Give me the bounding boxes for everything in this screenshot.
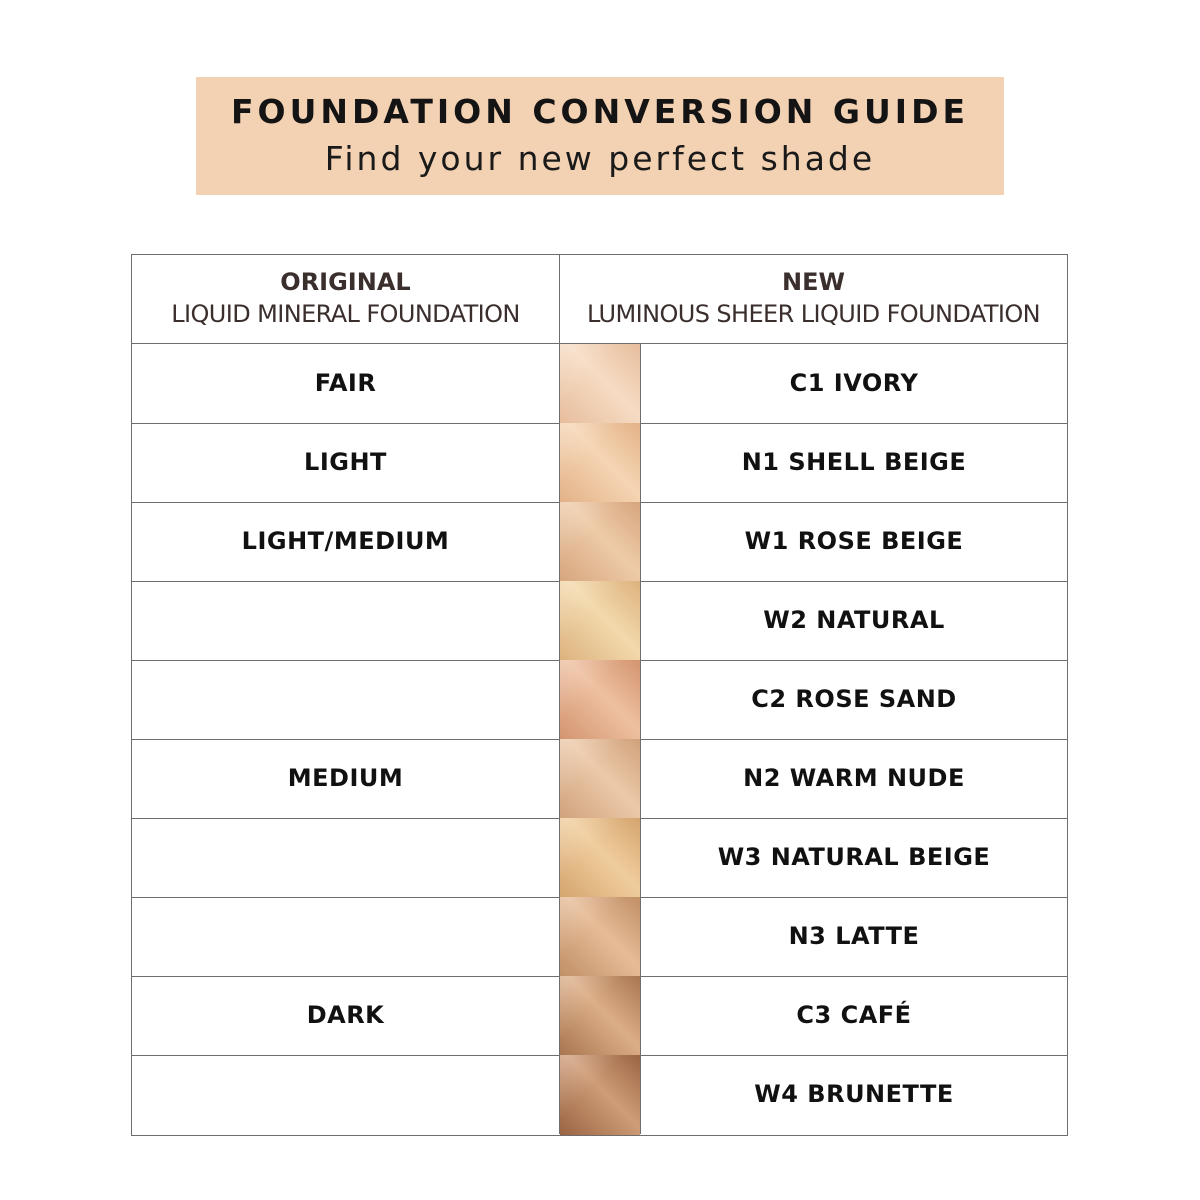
title-banner xyxy=(196,77,1004,195)
shade-swatch xyxy=(560,423,640,503)
shade-swatch xyxy=(560,818,640,898)
table-row xyxy=(132,818,1067,898)
new-shade-cell: N3 LATTE xyxy=(640,897,1067,976)
shade-swatch xyxy=(560,739,640,819)
table-row xyxy=(132,976,1067,1056)
original-shade-cell xyxy=(132,660,560,739)
original-shade-cell: DARK xyxy=(132,976,560,1055)
page-title: FOUNDATION CONVERSION GUIDE xyxy=(230,92,969,131)
table-row xyxy=(132,344,1067,424)
new-shade-cell: N1 SHELL BEIGE xyxy=(640,423,1067,502)
header-original-title: ORIGINAL xyxy=(280,268,411,296)
new-shade-cell: W2 NATURAL xyxy=(640,581,1067,660)
shade-swatch xyxy=(560,1055,640,1135)
shade-swatch xyxy=(560,581,640,661)
original-shade-cell: LIGHT/MEDIUM xyxy=(132,502,560,581)
table-row xyxy=(132,502,1067,582)
original-shade-cell xyxy=(132,1055,560,1134)
table-row xyxy=(132,897,1067,977)
new-shade-cell: W1 ROSE BEIGE xyxy=(640,502,1067,581)
header-original xyxy=(132,255,560,343)
table-row xyxy=(132,423,1067,503)
shade-swatch xyxy=(560,502,640,582)
original-shade-cell: FAIR xyxy=(132,344,560,423)
table-row xyxy=(132,581,1067,661)
original-shade-cell xyxy=(132,818,560,897)
page-subtitle: Find your new perfect shade xyxy=(324,139,876,178)
header-original-subtitle: LIQUID MINERAL FOUNDATION xyxy=(171,300,520,328)
header-new-subtitle: LUMINOUS SHEER LIQUID FOUNDATION xyxy=(586,300,1041,328)
shade-swatch xyxy=(560,976,640,1056)
table-row xyxy=(132,1055,1067,1135)
conversion-table xyxy=(131,254,1068,1136)
shade-swatch xyxy=(560,344,640,424)
table-row xyxy=(132,660,1067,740)
original-shade-cell xyxy=(132,897,560,976)
new-shade-cell: C2 ROSE SAND xyxy=(640,660,1067,739)
original-shade-cell: MEDIUM xyxy=(132,739,560,818)
table-row xyxy=(132,739,1067,819)
shade-swatch xyxy=(560,660,640,740)
header-new xyxy=(560,255,1067,343)
shade-swatch xyxy=(560,897,640,977)
new-shade-cell: W4 BRUNETTE xyxy=(640,1055,1067,1134)
original-shade-cell xyxy=(132,581,560,660)
new-shade-cell: N2 WARM NUDE xyxy=(640,739,1067,818)
new-shade-cell: C1 IVORY xyxy=(640,344,1067,423)
new-shade-cell: W3 NATURAL BEIGE xyxy=(640,818,1067,897)
new-shade-cell: C3 CAFÉ xyxy=(640,976,1067,1055)
header-new-title: NEW xyxy=(782,268,845,296)
original-shade-cell: LIGHT xyxy=(132,423,560,502)
table-header-row xyxy=(132,255,1067,344)
